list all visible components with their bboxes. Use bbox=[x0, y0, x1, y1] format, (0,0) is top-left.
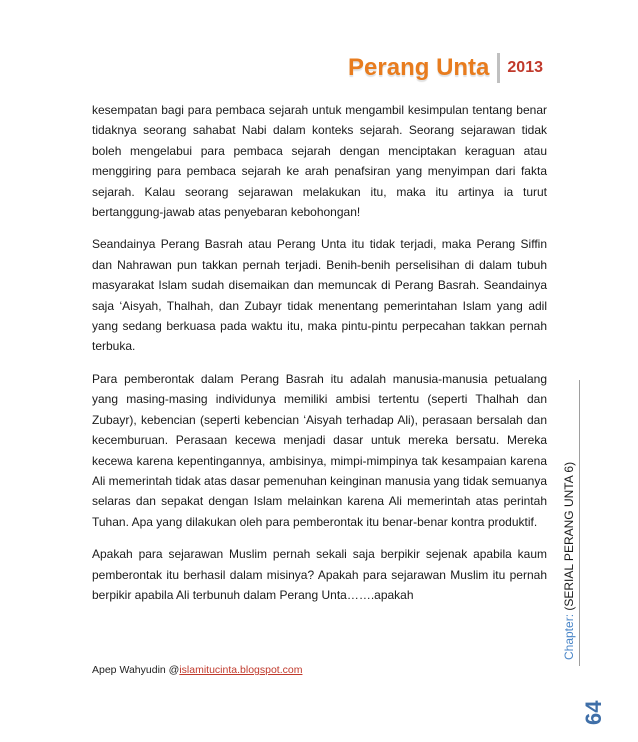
header-year: 2013 bbox=[507, 59, 543, 76]
sidebar-divider bbox=[579, 380, 580, 666]
page-footer bbox=[92, 664, 302, 676]
paragraph-2: Seandainya Perang Basrah atau Perang Unta itu tidak terjadi, maka Perang Siffin dan Nahrawan pun takkan pernah terjadi. Benih-benih perselisihan di dalam tubuh masyarakat Islam sudah disemaikan dan memuncak di Perang Basrah. Seandainya saja ‘Aisyah, Thalhah, dan Zubayr tidak menentang pemerintahan Islam yang adil yang sedang berkuasa pada waktu itu, maka pintu-pintu perpecahan takkan pernah terbuka. bbox=[92, 237, 547, 354]
chapter-sidebar bbox=[557, 380, 607, 730]
page-number: 64 bbox=[581, 700, 606, 725]
paragraph-3: Para pemberontak dalam Perang Basrah itu adalah manusia-manusia petualang yang masing-masing individunya memiliki ambisi tertentu (seperti Thalhah dan Zubayr), kebencian (seperti kebencian ‘Aisyah terhadap Ali), perasaan bersalah dan kecemburuan. Perasaan kecewa menjadi dasar untuk mereka bersatu. Mereka kecewa karena kepentingannya, ambisinya, mimpi-mimpinya tak kesampaian karena Ali memerintah tidak atas dasar pemenuhan keinginan manusia yang tidak semuanya selaras dan sepakat dengan Islam melainkan karena Ali memerintah atas perintah Tuhan. Apa yang dilakukan oleh para pemberontak itu benar-benar kontra produktif. bbox=[92, 371, 547, 529]
chapter-label: Chapter: bbox=[562, 613, 576, 660]
footer-blog-link[interactable]: islamitucinta.blogspot.com bbox=[179, 664, 303, 676]
chapter-name: (SERIAL PERANG UNTA 6) bbox=[562, 461, 576, 614]
page-header bbox=[348, 52, 543, 84]
paragraph-1: kesempatan bagi para pembaca sejarah untuk mengambil kesimpulan tentang benar tidaknya seorang sahabat Nabi dalam konteks sejarah. Seorang sejarawan tidak boleh mengelabui para pembaca sejarah dengan menciptakan keraguan atau menggiring para pembaca sejarah ke arah penafsiran yang menyimpan dari fakta sejarah. Kalau seorang sejarawan melakukan itu, maka itu artinya ia turut bertanggung-jawab atas penyebaran kebohongan! bbox=[92, 103, 547, 220]
footer-author: Apep Wahyudin @ bbox=[92, 664, 180, 676]
body-text bbox=[92, 100, 547, 605]
header-title: Perang Unta bbox=[348, 54, 490, 81]
paragraph-4: Apakah para sejarawan Muslim pernah sekali saja berpikir sejenak apabila kaum pemberontak itu berhasil dalam misinya? Apakah para sejarawan Muslim itu pernah berpikir apabila Ali terbunuh dalam Perang Unta…….apakah bbox=[92, 547, 547, 602]
chapter-heading bbox=[562, 462, 577, 660]
